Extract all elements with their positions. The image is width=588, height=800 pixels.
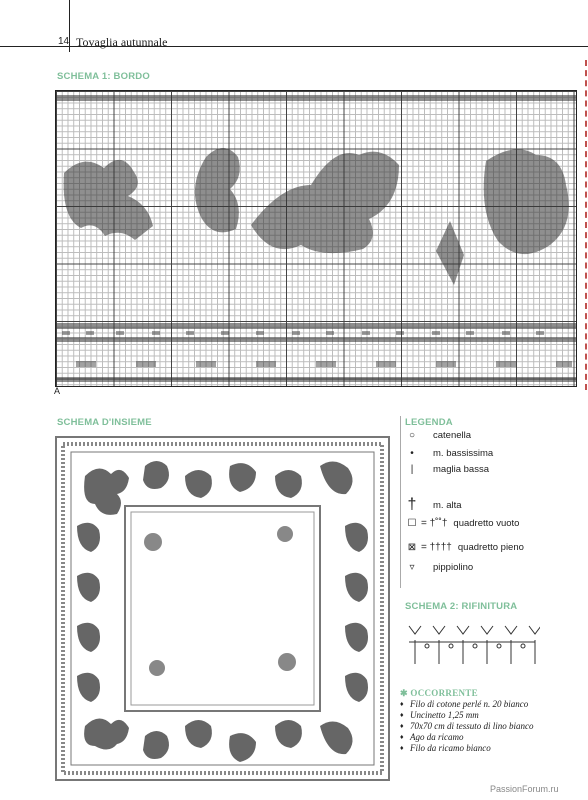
legend-item	[405, 562, 473, 573]
schema1-title: SCHEMA 1: BORDO	[57, 71, 150, 82]
double-crochet-icon: †	[407, 496, 417, 513]
legend-label: maglia bassa	[433, 464, 489, 475]
materials-item: ♦ Filo da ricamo bianco	[400, 743, 585, 754]
legend-label: quadretto vuoto	[453, 518, 520, 529]
picot-icon: ▿	[409, 562, 415, 573]
insieme-title: SCHEMA D'INSIEME	[57, 417, 152, 428]
tablecloth-overview	[55, 436, 390, 781]
legend-item	[405, 464, 489, 475]
legend-divider	[400, 416, 401, 588]
legend-item	[405, 496, 462, 514]
legend-title: LEGENDA	[405, 417, 453, 428]
page-title: Tovaglia autunnale	[76, 35, 168, 49]
legend-item	[405, 430, 471, 441]
materials-item: ♦ 70x70 cm di tessuto di lino bianco	[400, 721, 585, 732]
open-mesh-formula-icon: = †˚˚†	[421, 518, 448, 529]
border-chart-motifs	[56, 91, 577, 387]
legend-item	[405, 542, 524, 553]
schema2-title: SCHEMA 2: RIFINITURA	[405, 601, 518, 612]
slip-stitch-icon: •	[410, 448, 414, 459]
legend-item	[405, 518, 519, 529]
cut-line	[585, 60, 587, 390]
legend-label: m. bassissima	[433, 448, 494, 459]
legend-item	[405, 448, 493, 459]
page-number: 14	[58, 36, 70, 47]
finishing-chart	[405, 618, 540, 668]
watermark: PassionForum.ru	[490, 784, 559, 794]
border-chart-grid	[55, 90, 577, 387]
legend-label: quadretto pieno	[457, 542, 524, 553]
legend-label: pippiolino	[433, 562, 474, 573]
header-divider	[69, 0, 70, 52]
open-mesh-icon: ☐	[407, 518, 417, 529]
chain-stitch-icon: ○	[408, 430, 416, 441]
materials-title: ✱ OCCORRENTE	[400, 688, 478, 698]
materials	[400, 688, 585, 754]
filled-mesh-formula-icon: = ††††	[421, 542, 452, 553]
start-marker: A	[54, 386, 61, 396]
materials-item: ♦ Uncinetto 1,25 mm	[400, 710, 585, 721]
legend-label: catenella	[433, 430, 472, 441]
materials-item: ♦ Filo di cotone perlé n. 20 bianco	[400, 699, 585, 710]
filled-mesh-icon: ⊠	[407, 542, 417, 553]
single-crochet-icon: |	[410, 464, 414, 475]
legend-label: m. alta	[433, 499, 462, 511]
materials-item: ♦ Ago da ricamo	[400, 732, 585, 743]
